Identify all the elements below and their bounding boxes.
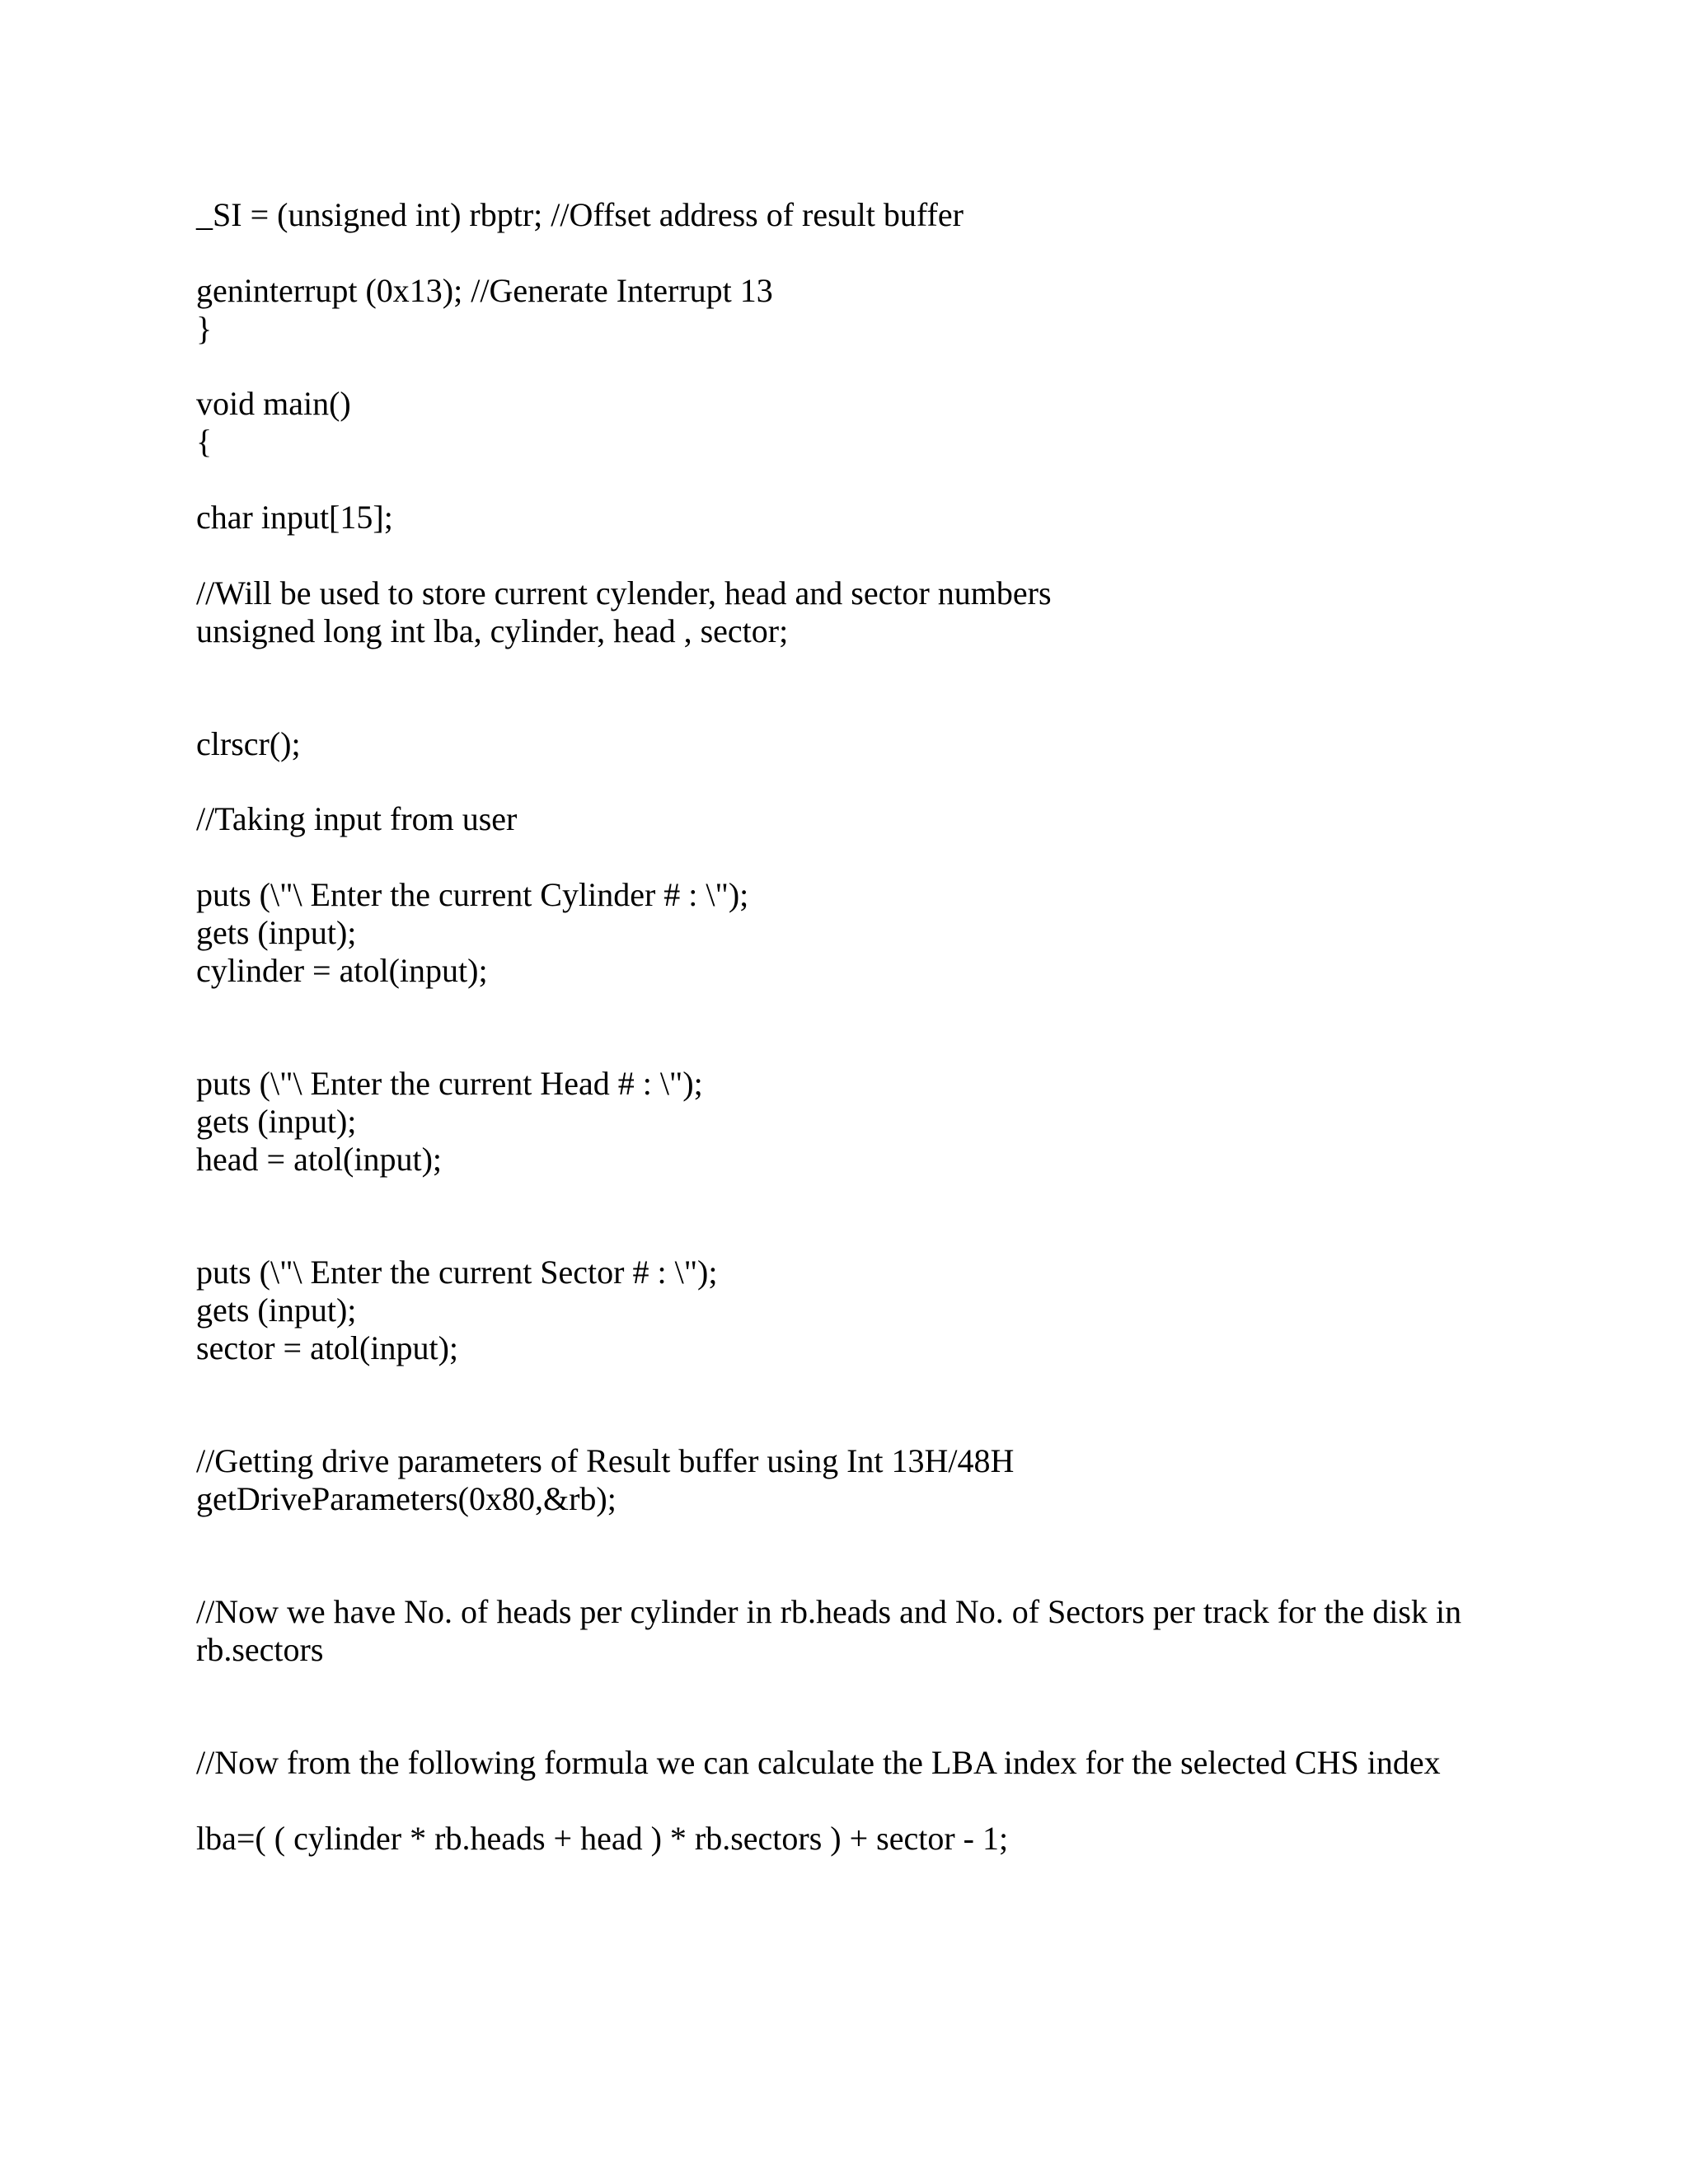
code-line-sector-atol: sector = atol(input); xyxy=(196,1329,459,1366)
code-line-char-input: char input[15]; xyxy=(196,499,393,536)
code-line-lba-calculation: lba=( ( cylinder * rb.heads + head ) * rb.sectors ) + sector - 1; xyxy=(196,1820,1009,1857)
code-line-open-brace: { xyxy=(196,423,213,460)
code-line-clrscr: clrscr(); xyxy=(196,725,301,762)
code-line-si-assignment: _SI = (unsigned int) rbptr; //Offset address of result buffer xyxy=(196,196,964,233)
code-line-close-brace: } xyxy=(196,310,213,347)
code-line-declarations: unsigned long int lba, cylinder, head , sector; xyxy=(196,612,789,649)
code-line-puts-head: puts (\"\ Enter the current Head # : \"); xyxy=(196,1065,703,1102)
code-comment-lba-formula: //Now from the following formula we can calculate the LBA index for the selected CHS index xyxy=(196,1744,1441,1781)
code-comment-store-chs: //Will be used to store current cylender, head and sector numbers xyxy=(196,574,1052,612)
code-line-gets-cylinder: gets (input); xyxy=(196,914,357,951)
code-comment-heads-sectors: //Now we have No. of heads per cylinder in rb.heads and No. of Sectors per track for the disk in xyxy=(196,1593,1462,1630)
code-line-cylinder-atol: cylinder = atol(input); xyxy=(196,952,488,989)
code-line-puts-sector: puts (\"\ Enter the current Sector # : \"); xyxy=(196,1254,718,1291)
code-line-gets-head: gets (input); xyxy=(196,1103,357,1140)
code-comment-taking-input: //Taking input from user xyxy=(196,800,518,837)
code-line-geninterrupt: geninterrupt (0x13); //Generate Interrupt 13 xyxy=(196,272,773,309)
code-line-puts-cylinder: puts (\"\ Enter the current Cylinder # : \"); xyxy=(196,876,749,913)
code-comment-rb-sectors: rb.sectors xyxy=(196,1631,324,1668)
code-line-gets-sector: gets (input); xyxy=(196,1291,357,1329)
code-line-head-atol: head = atol(input); xyxy=(196,1141,443,1178)
code-line-get-drive-parameters: getDriveParameters(0x80,&rb); xyxy=(196,1480,617,1517)
code-line-void-main: void main() xyxy=(196,385,351,422)
code-comment-drive-parameters: //Getting drive parameters of Result buffer using Int 13H/48H xyxy=(196,1442,1015,1479)
